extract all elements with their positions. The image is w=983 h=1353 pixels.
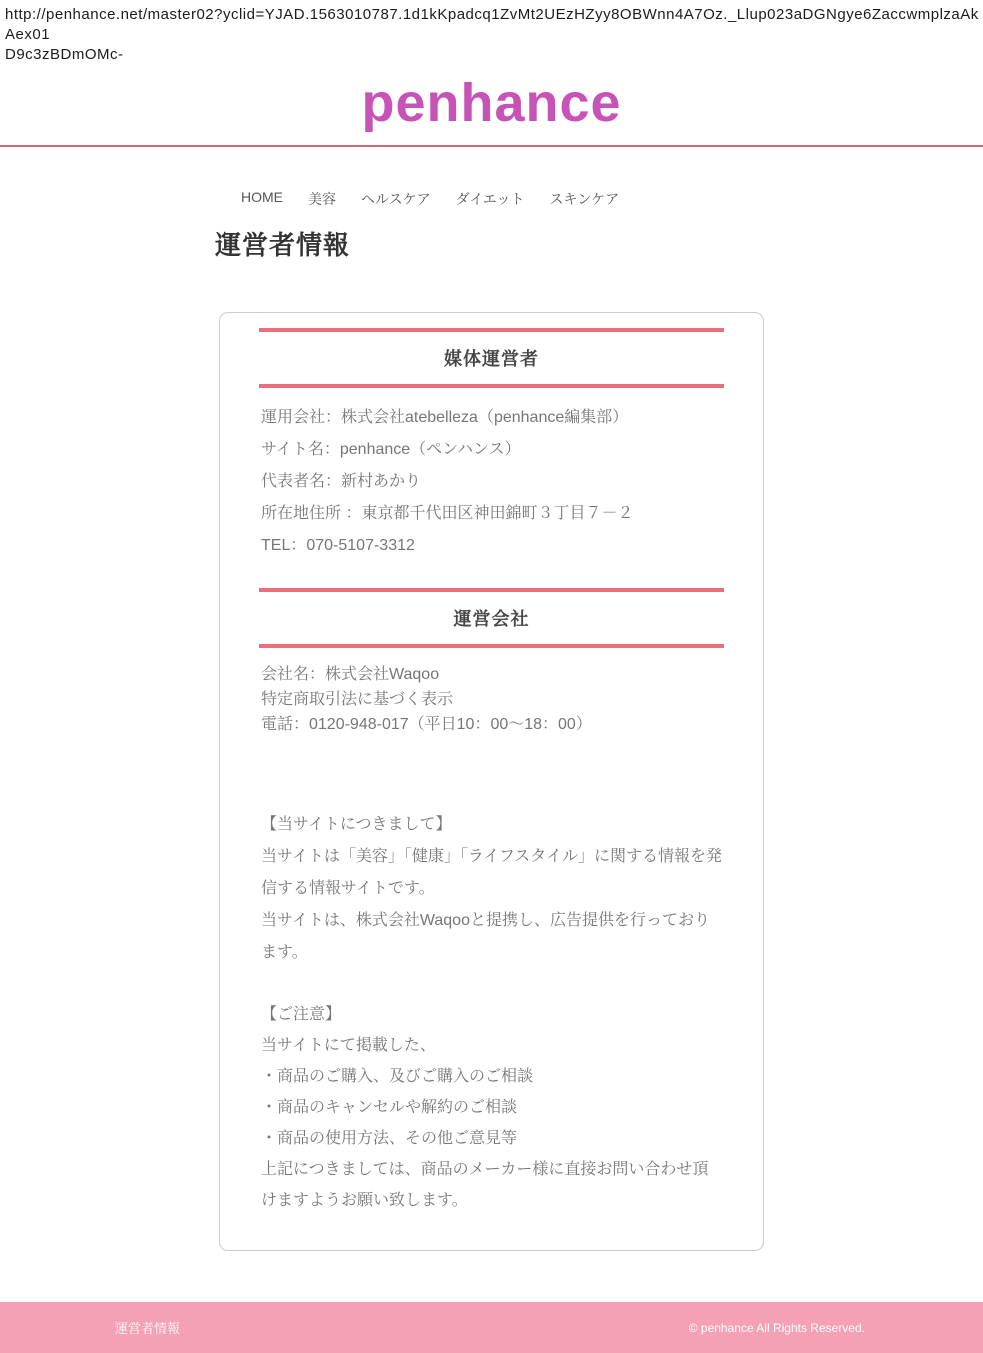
header-divider [0,145,983,147]
representative-line: 代表者名：新村あかり [261,473,422,490]
operating-company-line: 運用会社：株式会社atebelleza（penhance編集部） [261,409,629,426]
main-content [215,189,764,1251]
section-bar [259,588,724,592]
footer-operator-info-link[interactable]: 運営者情報 [115,1321,181,1336]
page-footer [0,1302,983,1353]
nav-item-diet[interactable]: ダイエット [455,191,525,207]
section-bar [259,384,724,388]
notice-line: 当サイトにて掲載した、 [261,1037,436,1054]
tel-line: TEL：070-5107-3312 [261,537,415,554]
site-header [0,71,983,137]
media-operator-details [261,402,724,562]
notice-line: 上記につきましては、商品のメーカー様に直接お問い合わせ頂けますようお願い致します。 [261,1161,709,1209]
operator-info-card [219,312,764,1251]
page-title: 運営者情報 [215,230,351,260]
management-company-heading: 運営会社 [453,609,530,629]
about-site-line: 当サイトは、株式会社Waqooと提携し、広告提供を行っております。 [261,912,710,961]
nav-item-skincare[interactable]: スキンケア [549,191,620,207]
commerce-law-line: 特定商取引法に基づく表示 [261,691,454,708]
notice-bullet: ・商品のご購入、及びご購入のご相談 [261,1068,534,1085]
notice-heading: 【ご注意】 [261,1006,342,1023]
section-bar [259,328,724,332]
about-site-heading: 【当サイトにつきまして】 [261,816,452,833]
notice-bullet: ・商品の使用方法、その他ご意見等 [261,1130,518,1147]
management-company-details [261,662,724,737]
company-name-line: 会社名：株式会社Waqoo [261,666,440,683]
notice-bullet: ・商品のキャンセルや解約のご相談 [261,1099,518,1116]
site-logo[interactable]: penhance [361,73,622,133]
nav-item-healthcare[interactable]: ヘルスケア [361,191,431,207]
site-name-line: サイト名：penhance（ペンハンス） [261,441,521,458]
media-operator-heading: 媒体運営者 [444,349,539,369]
page-url-text [0,0,983,65]
footer-copyright: © penhance All Rights Reserved. [688,1320,865,1335]
nav-item-beauty[interactable]: 美容 [308,191,336,207]
about-site-section [261,809,724,969]
nav-item-home[interactable]: HOME [241,189,283,205]
notice-section [261,999,724,1216]
about-site-line: 当サイトは「美容」「健康」「ライフスタイル」に関する情報を発信する情報サイトです。 [261,848,722,897]
address-line: 所在地住所 ：東京都千代田区神田錦町３丁目７－２ [261,505,634,522]
main-nav [219,189,764,209]
section-bar [259,644,724,648]
page-url-line-2: D9c3zBDmOMc- [5,46,124,63]
page-url-line-1: http://penhance.net/master02?yclid=YJAD.1563010787.1d1kKpadcq1ZvMt2UEzHZyy8OBWnn4A7Oz._Llup023aDGNgye6ZaccwmplzaAkAex01 [5,6,979,43]
phone-line: 電話：0120-948-017（平日10：00〜18：00） [261,716,592,733]
